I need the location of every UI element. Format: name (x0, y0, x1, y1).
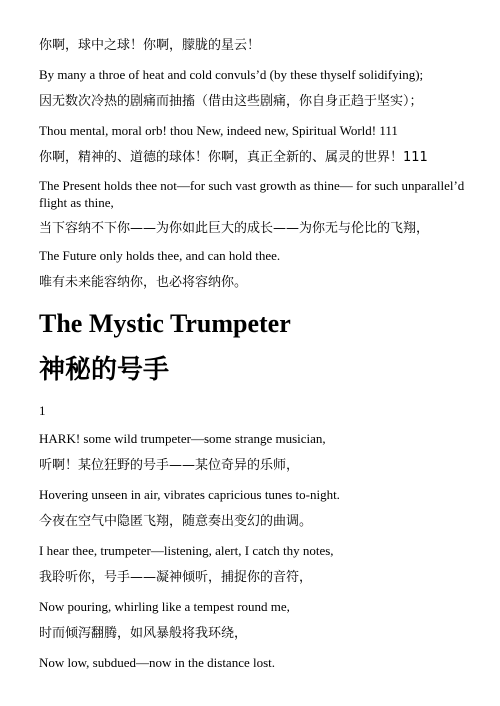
verse-line-zh: 你啊，球中之球！你啊，朦胧的星云！ (39, 38, 261, 53)
verse-line-en: HARK! some wild trumpeter—some strange musician, (39, 431, 326, 446)
verse-line-zh: 今夜在空气中隐匿飞翔，随意奏出变幻的曲调。 (39, 514, 313, 529)
verse-line-en: Now pouring, whirling like a tempest round me, (39, 599, 290, 614)
verse-line-zh: 因无数次冷热的剧痛而抽搐（借由这些剧痛，你自身正趋于坚实）； (39, 94, 423, 109)
verse-line-en: By many a throe of heat and cold convuls’d (by these thyself solidifying); (39, 67, 424, 82)
verse-line-en: The Present holds thee not—for such vast growth as thine— for such unparallel’d flight as thine, (39, 178, 465, 210)
verse-line-en: Now low, subdued—now in the distance lost. (39, 655, 276, 670)
verse-line-en: Thou mental, moral orb! thou New, indeed new, Spiritual World! 111 (39, 123, 398, 138)
section-title-en: The Mystic Trumpeter (39, 309, 291, 338)
verse-line-en: I hear thee, trumpeter—listening, alert, I catch thy notes, (39, 543, 334, 558)
section-title-zh: 神秘的号手 (39, 355, 170, 385)
verse-line-zh: 听啊！某位狂野的号手——某位奇异的乐师， (39, 458, 300, 473)
verse-line-zh: 唯有未来能容纳你，也必将容纳你。 (39, 275, 248, 290)
verse-line-en: The Future only holds thee, and can hold thee. (39, 248, 281, 263)
section-number: 1 (39, 403, 46, 418)
verse-line-zh: 我聆听你，号手——凝神倾听，捕捉你的音符， (39, 570, 313, 585)
verse-line-zh: 你啊，精神的、道德的球体！你啊，真正全新的、属灵的世界！111 (39, 150, 428, 165)
verse-line-zh: 当下容纳不下你——为你如此巨大的成长——为你无与伦比的飞翔， (39, 221, 430, 236)
verse-line-zh: 时而倾泻翻腾，如风暴般将我环绕， (39, 626, 248, 641)
verse-line-en: Hovering unseen in air, vibrates capricious tunes to-night. (39, 487, 340, 502)
